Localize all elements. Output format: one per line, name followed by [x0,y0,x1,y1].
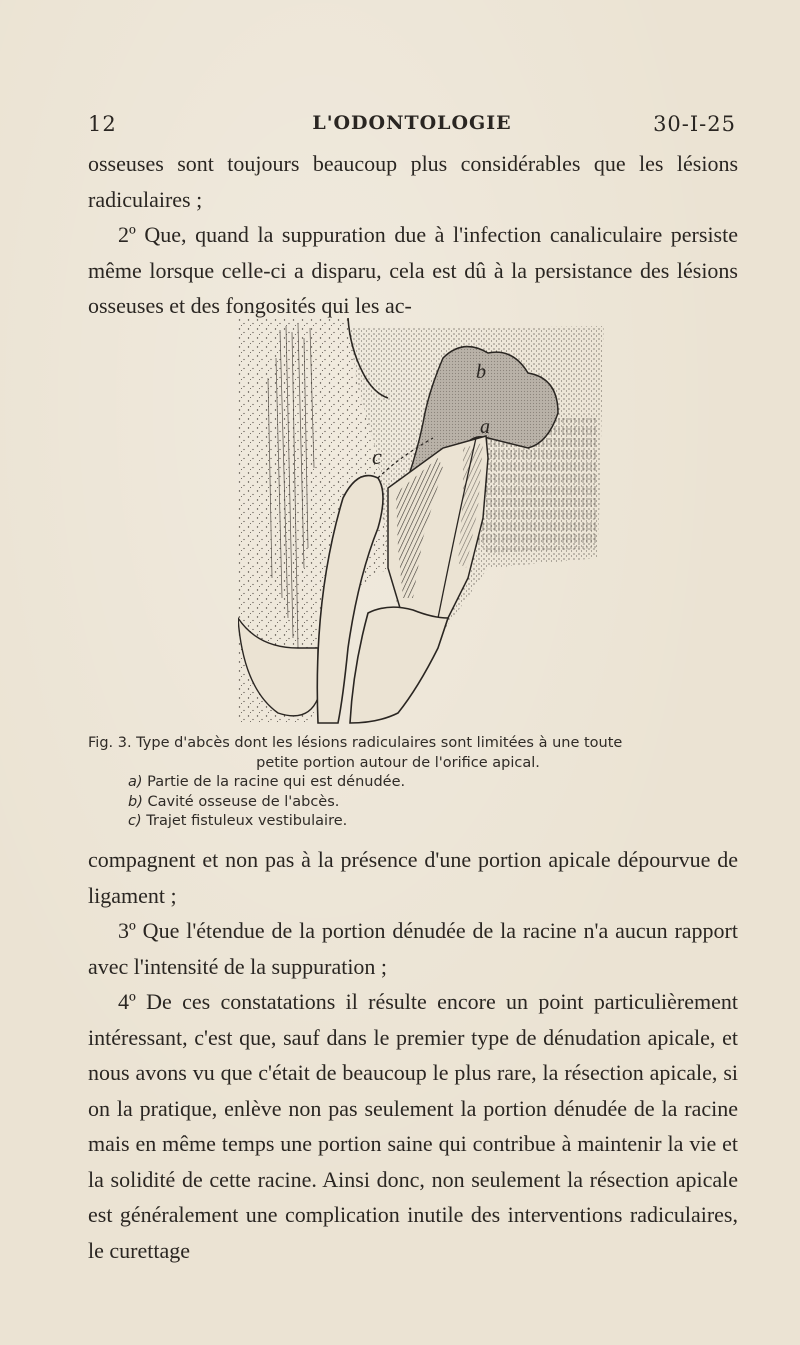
body-text-bottom [88,842,738,1268]
paragraph-point-2: 2º Que, quand la suppuration due à l'infection canaliculaire persiste même lorsque celle-ci a disparu, cela est dû à la persistance des lésions osseuses et des fongosités qui les ac- [88,222,738,318]
page-number: 12 [88,112,117,136]
tooth-crown [350,607,448,723]
legend-item-b [88,793,748,813]
figure-label-c: c [372,444,382,469]
paragraph-point-3: 3º Que l'étendue de la portion dénudée de la racine n'a aucun rapport avec l'intensité de la suppuration ; [88,918,738,979]
paragraph-continuation-2: compagnent et non pas à la présence d'une portion apicale dépourvue de ligament ; [88,847,738,908]
legend-key-b: b) [128,793,143,810]
legend-item-c [88,812,748,832]
legend-key-a: a) [128,774,143,790]
legend-text-a: Partie de la racine qui est dénudée. [147,774,406,790]
paragraph-continuation: osseuses sont toujours beaucoup plus considérables que les lésions radiculaires ; [88,151,738,212]
legend-text-c: Trajet fistuleux vestibulaire. [146,813,348,829]
legend-text-b: Cavité osseuse de l'abcès. [147,793,340,810]
running-header [88,112,736,142]
journal-title: L'ODONTOLOGIE [312,112,512,134]
legend-key-c: c) [128,813,142,829]
caption-main: Fig. 3. Type d'abcès dont les lésions radiculaires sont limitées à une toute [88,735,623,751]
paragraph-point-4: 4º De ces constatations il résulte encore un point particulièrement intéressant, c'est que, sauf dans le premier type de dénudation apicale, et nous avons vu que c'était de beaucoup le plus rare, la résection apicale, si on la pratique, enlève non pas seulement la portion dénudée de la racine mais en même temps une portion saine qui contribue à maintenir la vie et la solidité de cette racine. Ainsi donc, non seulement la résection apicale est généralement une complication inutile des interventions radiculaires, le curettage [88,989,738,1263]
body-text-top [88,146,738,324]
legend-item-a [88,773,748,793]
caption-main-continued: petite portion autour de l'orifice apical. [256,754,540,771]
figure-label-a: a [480,416,490,438]
tooth-abscess-illustration [238,318,604,726]
figure-label-b: b [476,361,486,383]
issue-date: 30-I-25 [653,112,736,136]
figure-caption [88,734,748,832]
